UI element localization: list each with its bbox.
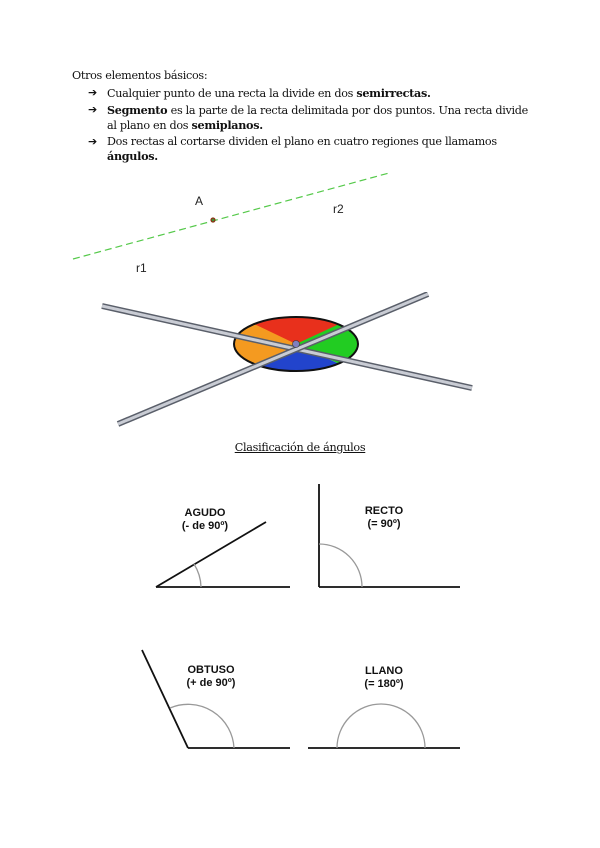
classification-title: Clasificación de ángulos (234, 441, 366, 454)
bullet-bold-term: semiplanos. (191, 118, 263, 132)
arrow-icon: ➔ (88, 102, 97, 116)
bullet-list (88, 86, 528, 166)
intro-text: Otros elementos básicos: (72, 69, 208, 82)
bullet-angulos (88, 135, 528, 165)
bullet-bold-term: semirrectas. (356, 86, 431, 100)
dashed-line (73, 173, 389, 259)
intersection-point (293, 341, 300, 348)
angle-recto (319, 484, 460, 587)
angle-agudo-name: AGUDO (184, 507, 226, 519)
ray-r2-label: r2 (333, 202, 344, 216)
angle-obtuso-name: OBTUSO (187, 664, 235, 676)
arrow-icon: ➔ (88, 134, 97, 148)
bullet-lead-term: Segmento (107, 102, 168, 117)
angle-agudo (156, 507, 290, 587)
angle-classification (130, 470, 470, 770)
bullet-text: es la parte de la recta delimitada por dos puntos. Una recta divide al plano en dos (107, 103, 528, 132)
angle-llano-desc: (= 180º) (364, 678, 404, 690)
arrow-icon: ➔ (88, 86, 97, 99)
angle-recto-name: RECTO (364, 505, 404, 517)
figure-angulos-cruce (100, 292, 480, 427)
ray-r1-label: r1 (136, 261, 147, 275)
bullet-bold-term: ángulos. (107, 149, 158, 163)
bullet-semirrectas (88, 86, 528, 102)
figure-semirrectas (60, 165, 400, 280)
bullet-text: Dos rectas al cortarse dividen el plano en cuatro regiones que llamamos (107, 134, 497, 148)
bullet-segmento (88, 103, 528, 134)
angle-obtuso-desc: (+ de 90º) (186, 677, 236, 689)
line-2-highlight (118, 294, 428, 424)
angle-llano (308, 665, 460, 748)
angle-llano-name: LLANO (365, 665, 403, 677)
angle-agudo-desc: (- de 90º) (181, 520, 229, 532)
angle-recto-desc: (= 90º) (367, 518, 401, 530)
point-a-label: A (195, 194, 204, 208)
bullet-text: Cualquier punto de una recta la divide en dos (107, 87, 357, 100)
point-a-highlight (212, 219, 214, 221)
angle-obtuso (142, 650, 290, 748)
